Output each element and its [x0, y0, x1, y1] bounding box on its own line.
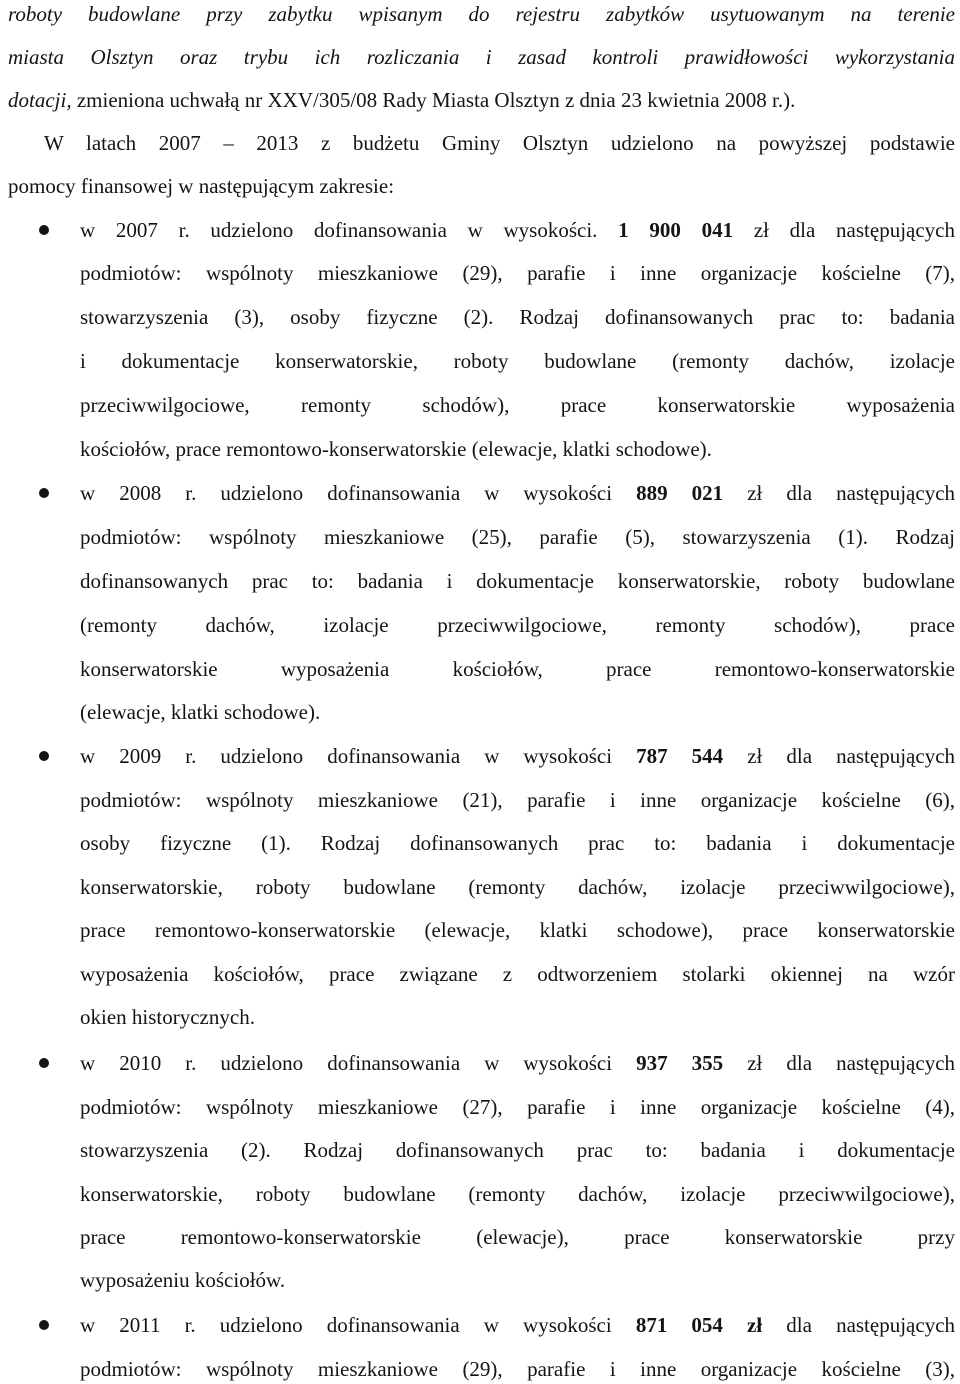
- item-2008-head: [80, 479, 955, 507]
- item-line: prace remontowo-konserwatorskie (elewacje), prace konserwatorskie przy: [80, 1225, 955, 1249]
- item-line: stowarzyszenia (3), osoby fizyczne (2). Rodzaj dofinansowanych prac to: badania: [80, 305, 955, 329]
- item-amount: 889 021: [636, 481, 724, 505]
- item-after-amount: zł dla następujących: [733, 218, 955, 242]
- item-line: konserwatorskie, roboty budowlane (remonty dachów, izolacje przeciwwilgociowe),: [80, 875, 955, 899]
- item-line: wyposażeniu kościołów.: [80, 1268, 286, 1292]
- item-2011-head: [80, 1311, 955, 1339]
- item-after-amount: zł dla następujących: [723, 744, 956, 768]
- intro-line-3-rest: zmieniona uchwałą nr XXV/305/08 Rady Miasta Olsztyn z dnia 23 kwietnia 2008 r.).: [71, 88, 796, 112]
- bullet-icon: [39, 1320, 49, 1330]
- item-2009-head: [80, 742, 955, 770]
- intro-line-4: W latach 2007 – 2013 z budżetu Gminy Olsztyn udzielono na powyższej podstawie: [44, 131, 955, 155]
- bullet-icon: [39, 751, 49, 761]
- item-line: przeciwwilgociowe, remonty schodów), prace konserwatorskie wyposażenia: [80, 393, 955, 417]
- intro-line-5: pomocy finansowej w następującym zakresie:: [8, 174, 395, 198]
- item-line: i dokumentacje konserwatorskie, roboty budowlane (remonty dachów, izolacje: [80, 349, 955, 373]
- item-line: konserwatorskie wyposażenia kościołów, prace remontowo-konserwatorskie: [80, 657, 955, 681]
- item-line: (elewacje, klatki schodowe).: [80, 700, 321, 724]
- item-line: podmiotów: wspólnoty mieszkaniowe (29), parafie i inne organizacje kościelne (7),: [80, 261, 955, 285]
- item-line: podmiotów: wspólnoty mieszkaniowe (25), parafie (5), stowarzyszenia (1). Rodzaj: [80, 525, 955, 549]
- item-2010-head: [80, 1049, 955, 1077]
- item-line: okien historycznych.: [80, 1005, 255, 1029]
- item-amount: 1 900 041: [618, 218, 734, 242]
- item-year-text: w 2007 r. udzielono dofinansowania w wysokości.: [80, 218, 598, 242]
- bullet-icon: [39, 1058, 49, 1068]
- item-line: dofinansowanych prac to: badania i dokumentacje konserwatorskie, roboty budowlane: [80, 569, 955, 593]
- bullet-icon: [39, 488, 49, 498]
- item-line: stowarzyszenia (2). Rodzaj dofinansowanych prac to: badania i dokumentacje: [80, 1138, 955, 1162]
- item-line: podmiotów: wspólnoty mieszkaniowe (21), parafie i inne organizacje kościelne (6),: [80, 788, 955, 812]
- item-line: podmiotów: wspólnoty mieszkaniowe (29), parafie i inne organizacje kościelne (3),: [80, 1357, 955, 1381]
- item-line: podmiotów: wspólnoty mieszkaniowe (27), parafie i inne organizacje kościelne (4),: [80, 1095, 955, 1119]
- intro-line-3: [8, 86, 955, 114]
- item-2007-head: [80, 216, 955, 244]
- item-line: kościołów, prace remontowo-konserwatorskie (elewacje, klatki schodowe).: [80, 437, 712, 461]
- item-line: wyposażenia kościołów, prace związane z odtworzeniem stolarki okiennej na wzór: [80, 962, 955, 986]
- item-year-text: w 2008 r. udzielono dofinansowania w wysokości: [80, 481, 613, 505]
- item-after-amount: zł dla następujących: [723, 1051, 956, 1075]
- item-line: konserwatorskie, roboty budowlane (remonty dachów, izolacje przeciwwilgociowe),: [80, 1182, 955, 1206]
- item-year-text: w 2009 r. udzielono dofinansowania w wysokości: [80, 744, 613, 768]
- intro-line-1: roboty budowlane przy zabytku wpisanym do rejestru zabytków usytuowanym na terenie: [8, 2, 955, 26]
- item-amount: 937 355: [636, 1051, 724, 1075]
- intro-line-2: miasta Olsztyn oraz trybu ich rozliczania i zasad kontroli prawidłowości wykorzystania: [8, 45, 955, 69]
- bullet-icon: [39, 225, 49, 235]
- item-amount: 871 054 zł: [635, 1313, 763, 1337]
- intro-line-3-italic: dotacji,: [8, 88, 72, 112]
- item-amount: 787 544: [636, 744, 724, 768]
- item-line: (remonty dachów, izolacje przeciwwilgociowe, remonty schodów), prace: [80, 613, 955, 637]
- item-line: osoby fizyczne (1). Rodzaj dofinansowanych prac to: badania i dokumentacje: [80, 831, 955, 855]
- item-year-text: w 2010 r. udzielono dofinansowania w wysokości: [80, 1051, 613, 1075]
- item-year-text: w 2011 r. udzielono dofinansowania w wysokości: [80, 1313, 612, 1337]
- item-line: prace remontowo-konserwatorskie (elewacje, klatki schodowe), prace konserwatorskie: [80, 918, 955, 942]
- item-after-amount: zł dla następujących: [723, 481, 956, 505]
- item-after-amount: dla następujących: [762, 1313, 956, 1337]
